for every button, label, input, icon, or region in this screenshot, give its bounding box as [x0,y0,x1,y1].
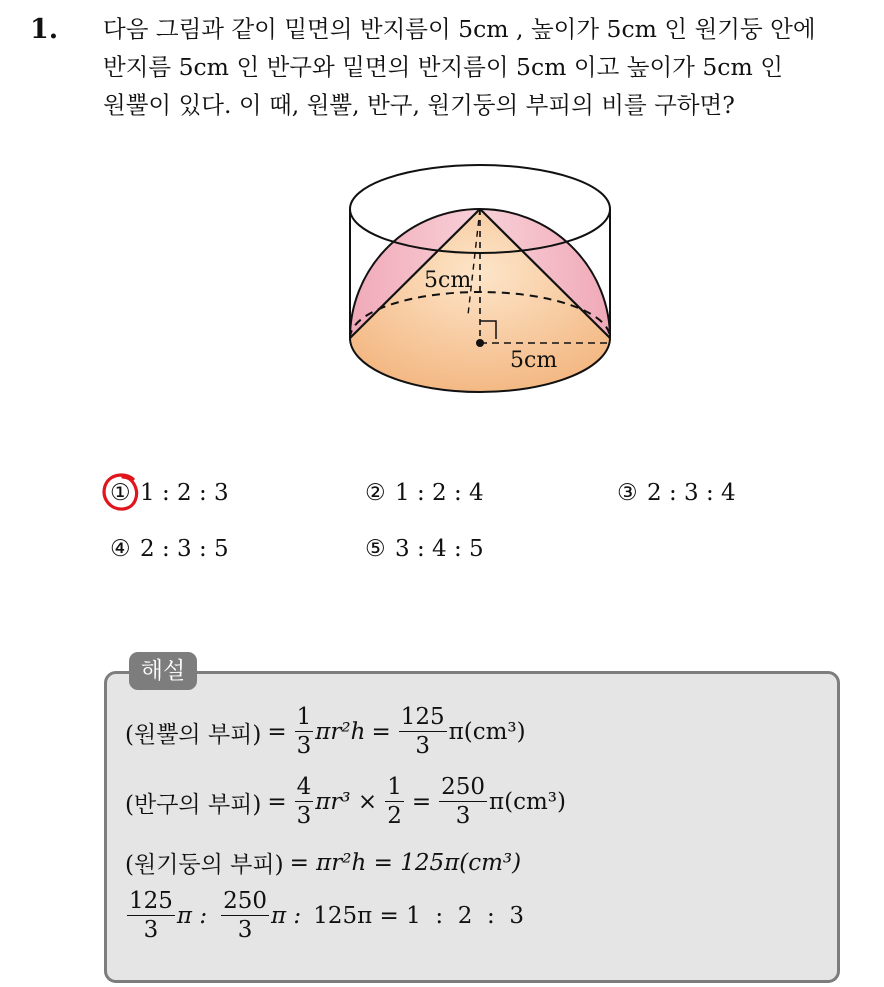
hemisphere-volume-label: (반구의 부피) [125,791,262,818]
choice-5[interactable] [365,536,484,562]
choice-2-number: ② [365,480,386,506]
choice-3-text: 2 : 3 : 4 [647,480,736,506]
choice-1-text: 1 : 2 : 3 [140,480,229,506]
ratio-result: 125π = 1 : 2 : 3 [313,903,524,929]
choice-4-text: 2 : 3 : 5 [140,536,229,562]
choice-4-number: ④ [110,536,131,562]
hemisphere-formula: πr³ × [315,789,378,815]
height-label: 5cm [424,268,472,293]
question-number: 1. [30,14,59,45]
solution-tag: 해설 [129,652,197,690]
solution-line-ratio [125,890,524,942]
radius-label: 5cm [510,348,558,373]
solution-line-hemisphere [125,776,566,828]
question-line-3: 원뿔이 있다. 이 때, 원뿔, 반구, 원기둥의 부피의 비를 구하면? [103,91,735,119]
choice-5-text: 3 : 4 : 5 [395,536,484,562]
fraction-125-3-ratio: $\frac{125}{3}$ [129,888,173,943]
choice-3[interactable] [617,480,736,506]
question-line-1: 다음 그림과 같이 밑면의 반지름이 5cm , 높이가 5cm 인 원기둥 안에 [103,15,816,43]
fraction-four-thirds: $\frac{4}{3}$ [296,774,312,829]
solution-line-cylinder [125,846,521,879]
ratio-part-1: π : [176,903,208,929]
cone-formula: πr²h [315,719,366,745]
fraction-one-third: $\frac{1}{3}$ [296,704,312,759]
eq-sign: = [267,789,287,815]
choice-2-text: 1 : 2 : 4 [395,480,484,506]
choice-1-number: ① [110,480,131,506]
choice-5-number: ⑤ [365,536,386,562]
eq-sign: = [267,719,287,745]
fraction-one-half: $\frac{1}{2}$ [387,774,402,829]
fraction-250-3-ratio: $\frac{250}{3}$ [223,888,267,943]
choice-1[interactable] [110,480,229,506]
cylinder-formula: = πr²h = 125π(cm³) [289,849,522,876]
eq-sign: = [371,719,391,745]
choice-2[interactable] [365,480,484,506]
cone-volume-label: (원뿔의 부피) [125,721,262,748]
question-text [103,10,863,124]
question-line-2: 반지름 5cm 인 반구와 밑면의 반지름이 5cm 이고 높이가 5cm 인 [103,53,783,81]
eq-sign: = [411,789,432,815]
cylinder-volume-label: (원기둥의 부피) [125,852,284,878]
center-point [476,339,484,347]
choice-4[interactable] [110,536,229,562]
cone-unit: π(cm³) [448,719,526,745]
cylinder-figure [340,155,620,405]
hemisphere-unit: π(cm³) [489,789,567,815]
solution-line-cone [125,706,526,758]
ratio-part-2: π : [271,903,302,929]
fraction-125-3: $\frac{125}{3}$ [400,704,445,759]
fraction-250-3: $\frac{250}{3}$ [441,774,486,829]
choice-3-number: ③ [617,480,638,506]
